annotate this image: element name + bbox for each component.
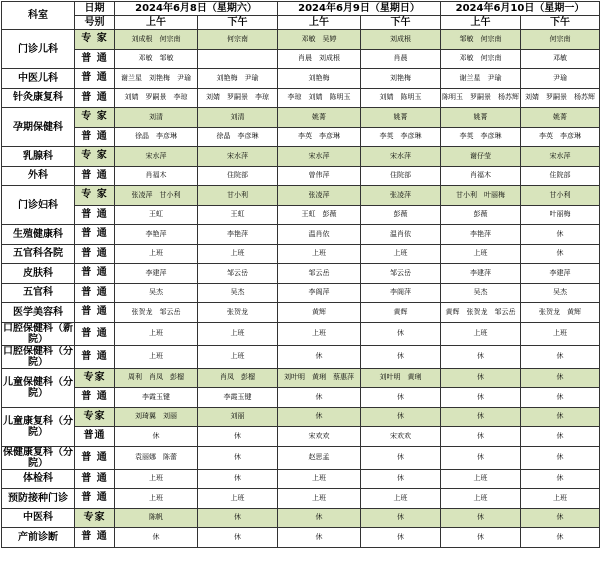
table-row bbox=[2, 49, 600, 69]
visit-type: 普 通 bbox=[75, 69, 115, 89]
visit-type: 普 通 bbox=[75, 244, 115, 264]
doctor-cell: 李艳萍 bbox=[441, 225, 521, 245]
table-row bbox=[2, 446, 600, 469]
doctor-cell: 刘清 bbox=[115, 108, 198, 128]
doctor-cell bbox=[198, 49, 278, 69]
dept-name: 口腔保健科（分院） bbox=[3, 345, 73, 368]
doctor-cell: 上班 bbox=[278, 469, 361, 489]
doctor-cell: 李霞玉键 bbox=[115, 388, 198, 408]
doctor-cell: 尹瑜 bbox=[521, 69, 600, 89]
doctor-cell: 谢兰星 刘艳梅 尹瑜 bbox=[115, 69, 198, 89]
visit-type: 普 通 bbox=[75, 205, 115, 225]
table-row bbox=[2, 528, 600, 548]
doctor-cell: 张凌萍 bbox=[361, 186, 441, 206]
doctor-cell: 休 bbox=[441, 508, 521, 528]
table-row bbox=[2, 508, 600, 528]
header-day-2: 2024年6月9日（星期日） bbox=[278, 2, 441, 16]
header-pm: 下午 bbox=[361, 16, 441, 30]
doctor-cell: 住院部 bbox=[521, 166, 600, 186]
dept-name: 生殖健康科 bbox=[2, 225, 75, 245]
table-row bbox=[2, 166, 600, 186]
visit-type: 普 通 bbox=[75, 264, 115, 284]
visit-type: 普 通 bbox=[75, 127, 115, 147]
doctor-cell: 宋水萍 bbox=[521, 147, 600, 167]
header-am: 上午 bbox=[115, 16, 198, 30]
doctor-cell: 李艳萍 bbox=[198, 225, 278, 245]
table-row bbox=[2, 225, 600, 245]
doctor-cell: 休 bbox=[521, 225, 600, 245]
doctor-cell: 王虹 彭薇 bbox=[278, 205, 361, 225]
doctor-cell: 休 bbox=[441, 345, 521, 368]
table-row bbox=[2, 205, 600, 225]
doctor-cell: 休 bbox=[521, 469, 600, 489]
doctor-cell: 上班 bbox=[441, 322, 521, 345]
doctor-cell: 赵思孟 bbox=[278, 446, 361, 469]
doctor-cell: 休 bbox=[198, 469, 278, 489]
doctor-cell: 刘艳梅 尹瑜 bbox=[198, 69, 278, 89]
header-day-3: 2024年6月10日（星期一） bbox=[441, 2, 600, 16]
doctor-cell: 休 bbox=[361, 528, 441, 548]
header-day-1: 2024年6月8日（星期六） bbox=[115, 2, 278, 16]
doctor-cell: 休 bbox=[361, 446, 441, 469]
visit-type: 专家 bbox=[75, 407, 115, 427]
dept-name: 外科 bbox=[2, 166, 75, 186]
doctor-cell: 休 bbox=[521, 446, 600, 469]
dept-name: 中医儿科 bbox=[2, 69, 75, 89]
doctor-cell: 休 bbox=[521, 388, 600, 408]
doctor-cell: 吴杰 bbox=[521, 283, 600, 303]
doctor-cell: 休 bbox=[115, 427, 198, 447]
doctor-cell: 刘婧 罗嗣景 杨苏辉 bbox=[521, 88, 600, 108]
table-row bbox=[2, 407, 600, 427]
header-type: 号别 bbox=[75, 16, 115, 30]
doctor-cell: 上班 bbox=[198, 345, 278, 368]
schedule-body bbox=[2, 30, 600, 548]
doctor-cell: 李琼 刘婧 陈明玉 bbox=[278, 88, 361, 108]
doctor-cell: 吴杰 bbox=[198, 283, 278, 303]
doctor-cell: 上班 bbox=[278, 244, 361, 264]
doctor-cell: 宋水萍 bbox=[115, 147, 198, 167]
dept-name: 门诊儿科 bbox=[2, 30, 75, 69]
doctor-cell: 休 bbox=[521, 368, 600, 388]
visit-type: 普 通 bbox=[75, 388, 115, 408]
doctor-cell: 黄辉 bbox=[278, 303, 361, 323]
doctor-cell: 上班 bbox=[361, 244, 441, 264]
doctor-cell: 甘小利 叶丽梅 bbox=[441, 186, 521, 206]
doctor-cell: 何宗南 bbox=[198, 30, 278, 50]
visit-type: 普通 bbox=[75, 427, 115, 447]
doctor-cell: 休 bbox=[441, 528, 521, 548]
doctor-cell: 周利 肖凤 彭榴 bbox=[115, 368, 198, 388]
doctor-cell: 住院部 bbox=[198, 166, 278, 186]
table-row bbox=[2, 108, 600, 128]
doctor-cell: 姚菁 bbox=[521, 108, 600, 128]
doctor-cell: 刘艳梅 bbox=[361, 69, 441, 89]
doctor-cell: 上班 bbox=[441, 469, 521, 489]
doctor-cell: 邹云岳 bbox=[198, 264, 278, 284]
doctor-cell: 休 bbox=[361, 388, 441, 408]
doctor-cell: 邹云岳 bbox=[278, 264, 361, 284]
dept-name: 皮肤科 bbox=[2, 264, 75, 284]
doctor-cell: 上班 bbox=[115, 244, 198, 264]
table-row bbox=[2, 388, 600, 408]
visit-type: 专 家 bbox=[75, 108, 115, 128]
visit-type: 普 通 bbox=[75, 528, 115, 548]
dept-name: 乳腺科 bbox=[2, 147, 75, 167]
visit-type: 专 家 bbox=[75, 30, 115, 50]
doctor-cell: 吴杰 bbox=[441, 283, 521, 303]
doctor-cell: 李建萍 bbox=[441, 264, 521, 284]
doctor-cell: 姚菁 bbox=[278, 108, 361, 128]
visit-type: 普 通 bbox=[75, 345, 115, 368]
table-row bbox=[2, 69, 600, 89]
doctor-cell: 休 bbox=[278, 407, 361, 427]
dept-name: 五官科各院 bbox=[2, 244, 75, 264]
doctor-cell: 宋水萍 bbox=[361, 147, 441, 167]
table-row bbox=[2, 469, 600, 489]
dept-name: 保健康复科（分院） bbox=[3, 446, 73, 469]
header-pm: 下午 bbox=[521, 16, 600, 30]
doctor-cell: 上班 bbox=[115, 469, 198, 489]
doctor-cell: 刘婧 罗嗣景 李琼 bbox=[115, 88, 198, 108]
doctor-cell: 休 bbox=[198, 528, 278, 548]
header-dept: 科室 bbox=[2, 2, 75, 30]
doctor-cell: 上班 bbox=[521, 489, 600, 509]
doctor-cell: 李英 李彦琳 bbox=[278, 127, 361, 147]
doctor-cell: 邓敏 吴婷 bbox=[278, 30, 361, 50]
doctor-cell: 休 bbox=[441, 368, 521, 388]
doctor-cell: 姚菁 bbox=[361, 108, 441, 128]
doctor-cell: 休 bbox=[521, 345, 600, 368]
doctor-cell: 休 bbox=[521, 407, 600, 427]
doctor-cell: 叶丽梅 bbox=[521, 205, 600, 225]
doctor-cell: 张凌萍 甘小利 bbox=[115, 186, 198, 206]
doctor-cell: 上班 bbox=[441, 244, 521, 264]
doctor-cell: 李建萍 bbox=[521, 264, 600, 284]
doctor-cell: 休 bbox=[521, 508, 600, 528]
doctor-cell: 刘婧 陈明玉 bbox=[361, 88, 441, 108]
doctor-cell: 休 bbox=[361, 469, 441, 489]
table-row bbox=[2, 88, 600, 108]
visit-type: 普 通 bbox=[75, 88, 115, 108]
doctor-cell: 休 bbox=[521, 427, 600, 447]
doctor-cell: 陈明玉 罗嗣景 杨苏辉 bbox=[441, 88, 521, 108]
doctor-cell: 李阁萍 bbox=[278, 283, 361, 303]
visit-type: 普 通 bbox=[75, 446, 115, 469]
doctor-cell: 宋欢欢 bbox=[361, 427, 441, 447]
doctor-cell: 休 bbox=[278, 388, 361, 408]
dept-name: 孕期保健科 bbox=[2, 108, 75, 147]
doctor-cell: 刘婧 罗嗣景 李琼 bbox=[198, 88, 278, 108]
doctor-cell: 上班 bbox=[115, 489, 198, 509]
doctor-cell: 刘琦翼 刘丽 bbox=[115, 407, 198, 427]
doctor-cell: 上班 bbox=[198, 244, 278, 264]
doctor-cell: 休 bbox=[198, 508, 278, 528]
dept-name: 儿童康复科（分院） bbox=[2, 407, 75, 446]
doctor-cell: 宋水萍 bbox=[198, 147, 278, 167]
doctor-cell: 张凌萍 bbox=[278, 186, 361, 206]
doctor-cell: 刘叶明 黄琍 蔡惠萍 bbox=[278, 368, 361, 388]
doctor-cell: 肖晨 刘成根 bbox=[278, 49, 361, 69]
doctor-cell: 休 bbox=[521, 244, 600, 264]
doctor-cell: 上班 bbox=[278, 322, 361, 345]
visit-type: 专家 bbox=[75, 508, 115, 528]
table-row bbox=[2, 264, 600, 284]
header-am: 上午 bbox=[441, 16, 521, 30]
table-row bbox=[2, 244, 600, 264]
doctor-cell: 陈帆 bbox=[115, 508, 198, 528]
doctor-cell: 宋欢欢 bbox=[278, 427, 361, 447]
doctor-cell: 王虹 bbox=[198, 205, 278, 225]
doctor-cell: 李英 李彦琳 bbox=[441, 127, 521, 147]
dept-name: 体检科 bbox=[2, 469, 75, 489]
schedule-table bbox=[1, 1, 600, 548]
table-row bbox=[2, 147, 600, 167]
doctor-cell: 休 bbox=[361, 345, 441, 368]
doctor-cell: 姚菁 bbox=[441, 108, 521, 128]
doctor-cell: 肖晨 bbox=[361, 49, 441, 69]
doctor-cell: 徐晶 李彦琳 bbox=[115, 127, 198, 147]
doctor-cell: 肖福木 bbox=[115, 166, 198, 186]
doctor-cell: 谢仔莹 bbox=[441, 147, 521, 167]
dept-name: 儿童保健科（分院） bbox=[2, 368, 75, 407]
dept-name: 门诊妇科 bbox=[2, 186, 75, 225]
doctor-cell: 徐晶 李彦琳 bbox=[198, 127, 278, 147]
doctor-cell: 肖福木 bbox=[441, 166, 521, 186]
visit-type: 普 通 bbox=[75, 49, 115, 69]
header-am: 上午 bbox=[278, 16, 361, 30]
doctor-cell: 邹敏 何宗南 bbox=[441, 30, 521, 50]
header-pm: 下午 bbox=[198, 16, 278, 30]
doctor-cell: 休 bbox=[278, 345, 361, 368]
doctor-cell: 休 bbox=[278, 528, 361, 548]
visit-type: 普 通 bbox=[75, 489, 115, 509]
doctor-cell: 黄辉 张贺龙 邹云岳 bbox=[441, 303, 521, 323]
visit-type: 普 通 bbox=[75, 322, 115, 345]
doctor-cell: 休 bbox=[361, 508, 441, 528]
doctor-cell: 李英 李彦琳 bbox=[521, 127, 600, 147]
visit-type: 普 通 bbox=[75, 469, 115, 489]
doctor-cell: 上班 bbox=[441, 489, 521, 509]
doctor-cell: 上班 bbox=[361, 489, 441, 509]
doctor-cell: 李建萍 bbox=[115, 264, 198, 284]
doctor-cell: 休 bbox=[198, 446, 278, 469]
doctor-cell: 邓敏 何宗南 bbox=[441, 49, 521, 69]
doctor-cell: 休 bbox=[198, 427, 278, 447]
dept-name: 中医科 bbox=[2, 508, 75, 528]
doctor-cell: 黄辉 bbox=[361, 303, 441, 323]
visit-type: 普 通 bbox=[75, 225, 115, 245]
visit-type: 普 通 bbox=[75, 166, 115, 186]
table-row bbox=[2, 427, 600, 447]
doctor-cell: 甘小利 bbox=[198, 186, 278, 206]
table-row bbox=[2, 30, 600, 50]
doctor-cell: 曾伟萍 bbox=[278, 166, 361, 186]
doctor-cell: 邓敏 bbox=[521, 49, 600, 69]
doctor-cell: 刘成根 bbox=[361, 30, 441, 50]
dept-name: 医学美容科 bbox=[2, 303, 75, 323]
doctor-cell: 休 bbox=[361, 407, 441, 427]
doctor-cell: 李阁萍 bbox=[361, 283, 441, 303]
table-row bbox=[2, 283, 600, 303]
doctor-cell: 何宗南 bbox=[521, 30, 600, 50]
doctor-cell: 王虹 bbox=[115, 205, 198, 225]
doctor-cell: 上班 bbox=[521, 322, 600, 345]
doctor-cell: 休 bbox=[441, 407, 521, 427]
table-row bbox=[2, 368, 600, 388]
doctor-cell: 休 bbox=[521, 528, 600, 548]
doctor-cell: 甘小利 bbox=[521, 186, 600, 206]
table-row bbox=[2, 303, 600, 323]
doctor-cell: 刘成根 何宗南 bbox=[115, 30, 198, 50]
header-date: 日期 bbox=[75, 2, 115, 16]
doctor-cell: 袁丽娜 陈蕾 bbox=[115, 446, 198, 469]
visit-type: 专 家 bbox=[75, 186, 115, 206]
table-row bbox=[2, 322, 600, 345]
visit-type: 普 通 bbox=[75, 283, 115, 303]
doctor-cell: 休 bbox=[361, 322, 441, 345]
doctor-cell: 刘艳梅 bbox=[278, 69, 361, 89]
dept-name: 五官科 bbox=[2, 283, 75, 303]
doctor-cell: 上班 bbox=[115, 322, 198, 345]
doctor-cell: 温肖依 bbox=[278, 225, 361, 245]
doctor-cell: 刘丽 bbox=[198, 407, 278, 427]
doctor-cell: 上班 bbox=[115, 345, 198, 368]
table-row bbox=[2, 127, 600, 147]
doctor-cell: 张贺龙 黄辉 bbox=[521, 303, 600, 323]
doctor-cell: 住院部 bbox=[361, 166, 441, 186]
doctor-cell: 彭薇 bbox=[441, 205, 521, 225]
doctor-cell: 邹云岳 bbox=[361, 264, 441, 284]
doctor-cell: 休 bbox=[115, 528, 198, 548]
doctor-cell: 宋水萍 bbox=[278, 147, 361, 167]
doctor-cell: 彭薇 bbox=[361, 205, 441, 225]
doctor-cell: 温肖依 bbox=[361, 225, 441, 245]
table-row bbox=[2, 345, 600, 368]
table-row bbox=[2, 186, 600, 206]
doctor-cell: 休 bbox=[441, 446, 521, 469]
doctor-cell: 休 bbox=[278, 508, 361, 528]
doctor-cell: 张贺龙 bbox=[198, 303, 278, 323]
doctor-cell: 刘叶明 黄琍 bbox=[361, 368, 441, 388]
dept-name: 预防接种门诊 bbox=[2, 489, 75, 509]
doctor-cell: 李霞玉键 bbox=[198, 388, 278, 408]
doctor-cell: 肖凤 彭榴 bbox=[198, 368, 278, 388]
dept-name: 产前诊断 bbox=[2, 528, 75, 548]
doctor-cell: 邓敏 邹敏 bbox=[115, 49, 198, 69]
dept-name: 口腔保健科（新院） bbox=[3, 322, 73, 345]
dept-name: 针灸康复科 bbox=[2, 88, 75, 108]
doctor-cell: 休 bbox=[441, 388, 521, 408]
doctor-cell: 李艳萍 bbox=[115, 225, 198, 245]
doctor-cell: 休 bbox=[441, 427, 521, 447]
doctor-cell: 吴杰 bbox=[115, 283, 198, 303]
doctor-cell: 上班 bbox=[198, 322, 278, 345]
visit-type: 专家 bbox=[75, 368, 115, 388]
doctor-cell: 上班 bbox=[198, 489, 278, 509]
doctor-cell: 刘清 bbox=[198, 108, 278, 128]
doctor-cell: 谢兰星 尹瑜 bbox=[441, 69, 521, 89]
doctor-cell: 李英 李彦琳 bbox=[361, 127, 441, 147]
table-row bbox=[2, 489, 600, 509]
visit-type: 专 家 bbox=[75, 147, 115, 167]
doctor-cell: 上班 bbox=[278, 489, 361, 509]
doctor-cell: 张贺龙 邹云岳 bbox=[115, 303, 198, 323]
visit-type: 普 通 bbox=[75, 303, 115, 323]
